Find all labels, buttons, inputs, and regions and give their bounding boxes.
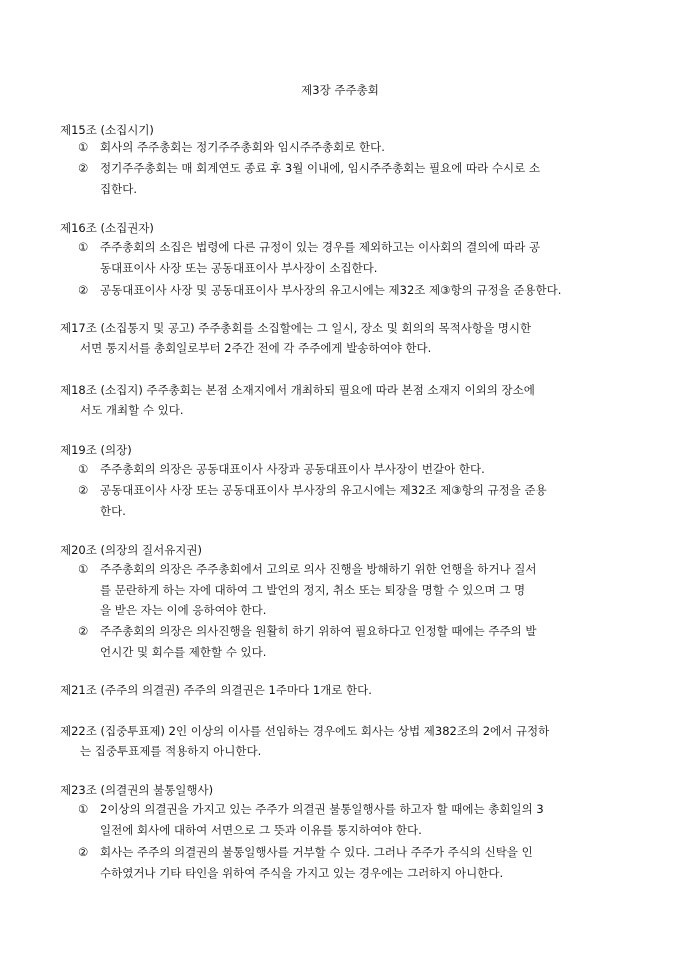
item-text-line: 주주총회의 의장은 공동대표이사 사장과 공동대표이사 부사장이 번갈아 한다. (100, 462, 485, 476)
item-text-line: 집한다. (100, 181, 137, 196)
item-text-line: 한다. (100, 503, 126, 518)
article-16-heading: 제16조 (소집권자) (60, 221, 154, 235)
item-text-line: 동대표이사 사장 또는 공동대표이사 부사장이 소집한다. (100, 260, 378, 275)
article-20-item-2 (78, 621, 622, 662)
item-marker: ② (78, 624, 89, 638)
article-23-item-2 (78, 842, 622, 883)
article-18-paragraph (60, 380, 620, 420)
article-21-paragraph (60, 680, 620, 700)
article-19-heading: 제19조 (의장) (60, 443, 132, 457)
item-text-line: 언시간 및 회수를 제한할 수 있다. (100, 644, 267, 659)
item-marker: ① (78, 562, 89, 576)
article-15-item-2 (78, 158, 622, 199)
article-16-item-2 (78, 280, 622, 301)
article-23-heading: 제23조 (의결권의 불통일행사) (60, 783, 214, 797)
item-text-line: 주주총회의 의장은 의사진행을 원활히 하기 위하여 필요하다고 인정할 때에는 주주의 발 (100, 624, 537, 638)
paragraph-line: 서도 개최할 수 있다. (80, 403, 184, 417)
item-text-line: 공동대표이사 사장 및 공동대표이사 부사장의 유고시에는 제32조 제③항의 규정을 준용한다. (100, 283, 562, 297)
item-marker: ② (78, 845, 89, 859)
item-marker: ① (78, 240, 89, 254)
item-text-line: 주주총회의 의장은 주주총회에서 고의로 의사 진행을 방해하기 위한 언행을 하거나 질서 (100, 562, 537, 576)
item-marker: ① (78, 802, 89, 816)
article-20-heading: 제20조 (의장의 질서유지권) (60, 543, 203, 557)
article-19-item-1 (78, 459, 622, 480)
item-marker: ② (78, 283, 89, 297)
article-15-heading: 제15조 (소집시기) (60, 123, 154, 137)
item-text-line: 를 문란하게 하는 자에 대하여 그 발언의 정지, 취소 또는 퇴장을 명할 수 있으며 그 명 (100, 582, 526, 597)
paragraph-line: 는 집중투표제를 적용하지 아니한다. (80, 744, 262, 758)
article-15-item-1 (78, 137, 622, 158)
article-16-item-1 (78, 237, 622, 278)
article-19-item-2 (78, 480, 622, 521)
item-marker: ① (78, 140, 89, 154)
article-23-item-1 (78, 799, 622, 840)
item-text-line: 정기주주총회는 매 회계연도 종료 후 3월 이내에, 임시주주총회는 필요에 따라 수시로 소 (100, 161, 540, 175)
item-text-line: 2이상의 의결권을 가지고 있는 주주가 의결권 불통일행사를 하고자 할 때에는 총회일의 3 (100, 802, 544, 816)
item-text-line: 일전에 회사에 대하여 서면으로 그 뜻과 이유를 통지하여야 한다. (100, 822, 422, 837)
paragraph-line: 제17조 (소집통지 및 공고) 주주총회를 소집할에는 그 일시, 장소 및 회의의 목적사항을 명시한 (60, 321, 532, 335)
item-text-line: 공동대표이사 사장 또는 공동대표이사 부사장의 유고시에는 제32조 제③항의 규정을 준용 (100, 483, 547, 497)
item-text-line: 수하였거나 기타 타인을 위하여 주식을 가지고 있는 경우에는 그러하지 아니한다. (100, 865, 504, 880)
item-text-line: 회사는 주주의 의결권의 불통일행사를 거부할 수 있다. 그러나 주주가 주식의 신탁을 인 (100, 845, 533, 859)
paragraph-line: 서면 통지서를 총회일로부터 2주간 전에 각 주주에게 발송하여야 한다. (80, 341, 432, 355)
article-22-paragraph (60, 721, 620, 761)
article-20-item-1 (78, 559, 622, 621)
item-marker: ① (78, 462, 89, 476)
paragraph-line: 제22조 (집중투표제) 2인 이상의 이사를 선임하는 경우에도 회사는 상법 제382조의 2에서 규정하 (60, 724, 550, 738)
paragraph-line: 제21조 (주주의 의결권) 주주의 의결권은 1주마다 1개로 한다. (60, 683, 372, 697)
item-marker: ② (78, 161, 89, 175)
item-text-line: 회사의 주주총회는 정기주주총회와 임시주주총회로 한다. (100, 140, 385, 154)
article-17-paragraph (60, 318, 620, 358)
item-text-line: 주주총회의 소집은 법령에 다른 규정이 있는 경우를 제외하고는 이사회의 결의에 따라 공 (100, 240, 541, 254)
item-marker: ② (78, 483, 89, 497)
paragraph-line: 제18조 (소집지) 주주총회는 본점 소재지에서 개최하되 필요에 따라 본점 소재지 이외의 장소에 (60, 383, 535, 397)
item-text-line: 을 받은 자는 이에 응하여야 한다. (100, 603, 267, 617)
chapter-title: 제3장 주주총회 (301, 83, 379, 97)
